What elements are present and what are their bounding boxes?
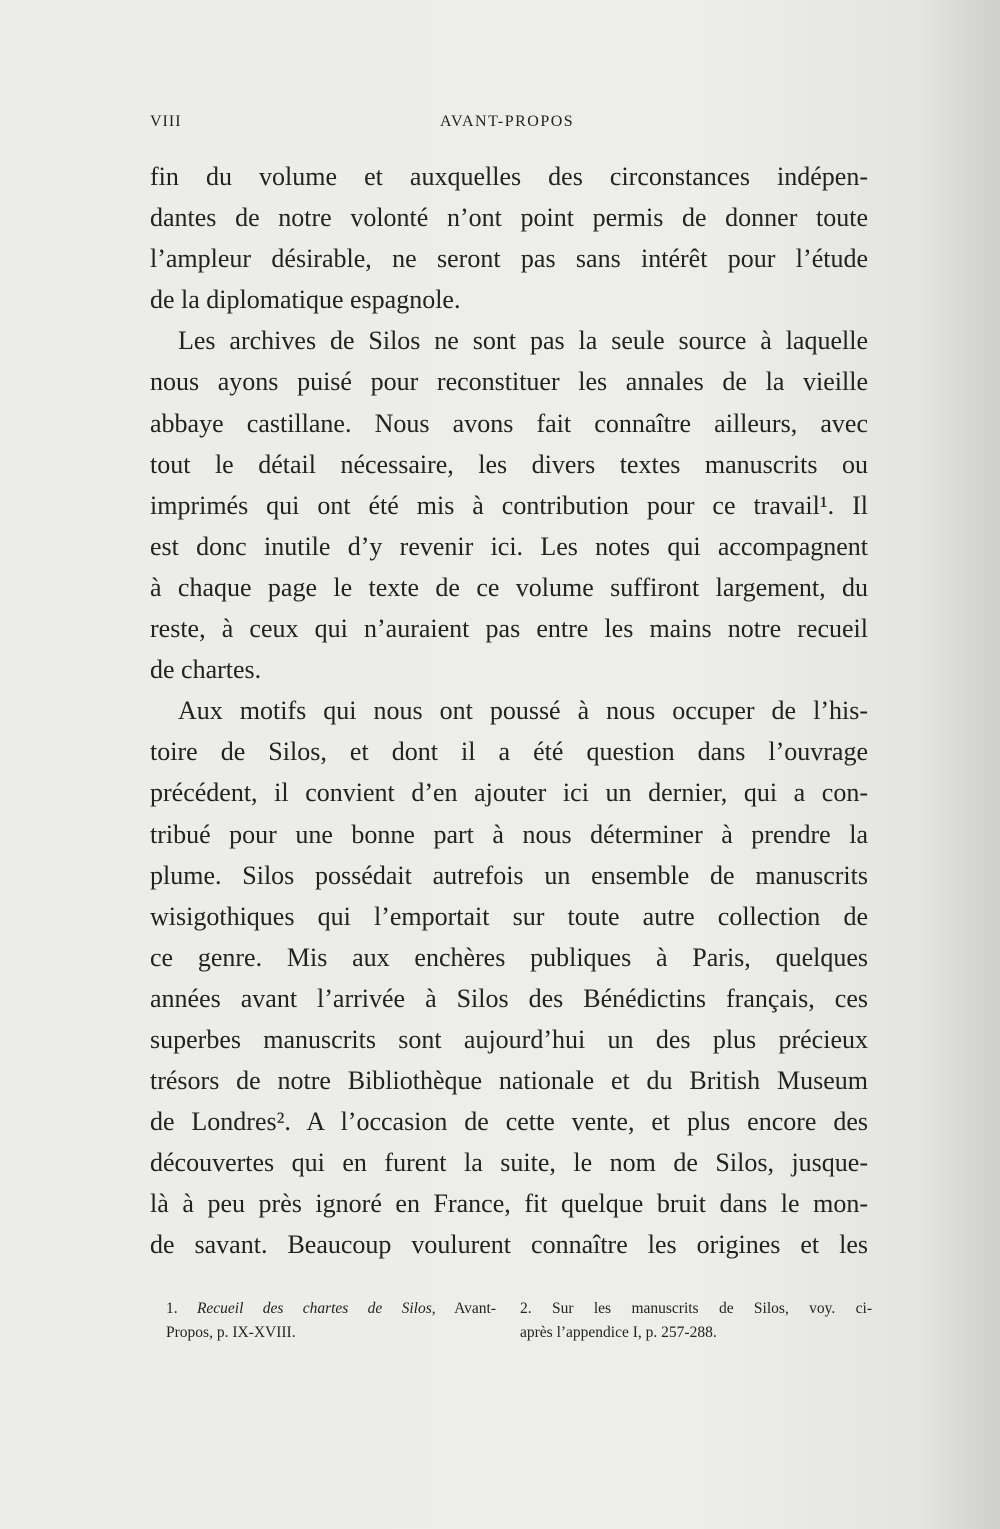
text-line: trésors de notre Bibliothèque nationale et du British Museum xyxy=(150,1066,868,1096)
text-line: de savant. Beaucoup voulurent connaître les origines et les xyxy=(150,1230,868,1260)
text-line: précédent, il convient d’en ajouter ici un dernier, qui a con- xyxy=(150,778,868,808)
text-line: ce genre. Mis aux enchères publiques à Paris, quelques xyxy=(150,942,868,972)
footnote-line xyxy=(166,1297,496,1321)
paragraph-1 xyxy=(150,156,868,320)
page-number: VIII xyxy=(150,113,182,130)
text-line: dantes de notre volonté n’ont point permis de donner toute xyxy=(150,203,868,233)
running-title: AVANT-PROPOS xyxy=(440,113,575,130)
footnote-2 xyxy=(520,1297,872,1345)
text-line: fin du volume et auxquelles des circonstances indépen- xyxy=(150,162,868,191)
text-line: tribué pour une bonne part à nous déterminer à prendre la xyxy=(150,819,868,849)
text-line: tout le détail nécessaire, les divers textes manuscrits ou xyxy=(150,449,868,479)
text-line: plume. Silos possédait autrefois un ensemble de manuscrits xyxy=(150,860,868,890)
footnote-1 xyxy=(166,1297,496,1345)
text-line: superbes manuscrits sont aujourd’hui un des plus précieux xyxy=(150,1024,868,1054)
text-line: Aux motifs qui nous ont poussé à nous occuper de l’his- xyxy=(178,696,868,726)
running-header xyxy=(150,113,868,143)
footnote-text: Avant- xyxy=(454,1300,496,1317)
footnote-marker: 1. xyxy=(166,1300,178,1317)
text-line: wisigothiques qui l’emportait sur toute autre collection de xyxy=(150,901,868,931)
text-line: nous ayons puisé pour reconstituer les annales de la vieille xyxy=(150,367,868,397)
text-line: à chaque page le texte de ce volume suffiront largement, du xyxy=(150,572,868,602)
footnote-title: Recueil des chartes de Silos, xyxy=(196,1300,436,1317)
text-line: là à peu près ignoré en France, fit quelque bruit dans le mon- xyxy=(150,1189,868,1219)
text-line: de Londres². A l’occasion de cette vente, et plus encore des xyxy=(150,1107,868,1137)
text-line: imprimés qui ont été mis à contribution pour ce travail¹. Il xyxy=(150,490,868,520)
text-line: abbaye castillane. Nous avons fait connaître ailleurs, avec xyxy=(150,408,868,438)
paragraph-2 xyxy=(150,320,868,690)
text-line: reste, à ceux qui n’auraient pas entre les mains notre recueil xyxy=(150,614,868,644)
text-line: Les archives de Silos ne sont pas la seule source à laquelle xyxy=(178,326,868,356)
text-line: découvertes qui en furent la suite, le nom de Silos, jusque- xyxy=(150,1148,868,1178)
text-line: de la diplomatique espagnole. xyxy=(150,285,461,315)
footnote-line: après l’appendice I, p. 257-288. xyxy=(520,1324,717,1341)
paragraph-3 xyxy=(150,690,868,1265)
text-line: est donc inutile d’y revenir ici. Les notes qui accompagnent xyxy=(150,531,868,561)
text-line: toire de Silos, et dont il a été question dans l’ouvrage xyxy=(150,737,868,767)
footnote-line: Propos, p. IX-XVIII. xyxy=(166,1324,296,1341)
footnote-line: 2. Sur les manuscrits de Silos, voy. ci- xyxy=(520,1300,872,1317)
text-line: années avant l’arrivée à Silos des Bénédictins français, ces xyxy=(150,983,868,1013)
body-text xyxy=(150,156,868,1266)
text-line: l’ampleur désirable, ne seront pas sans intérêt pour l’étude xyxy=(150,244,868,274)
text-line: de chartes. xyxy=(150,655,262,685)
